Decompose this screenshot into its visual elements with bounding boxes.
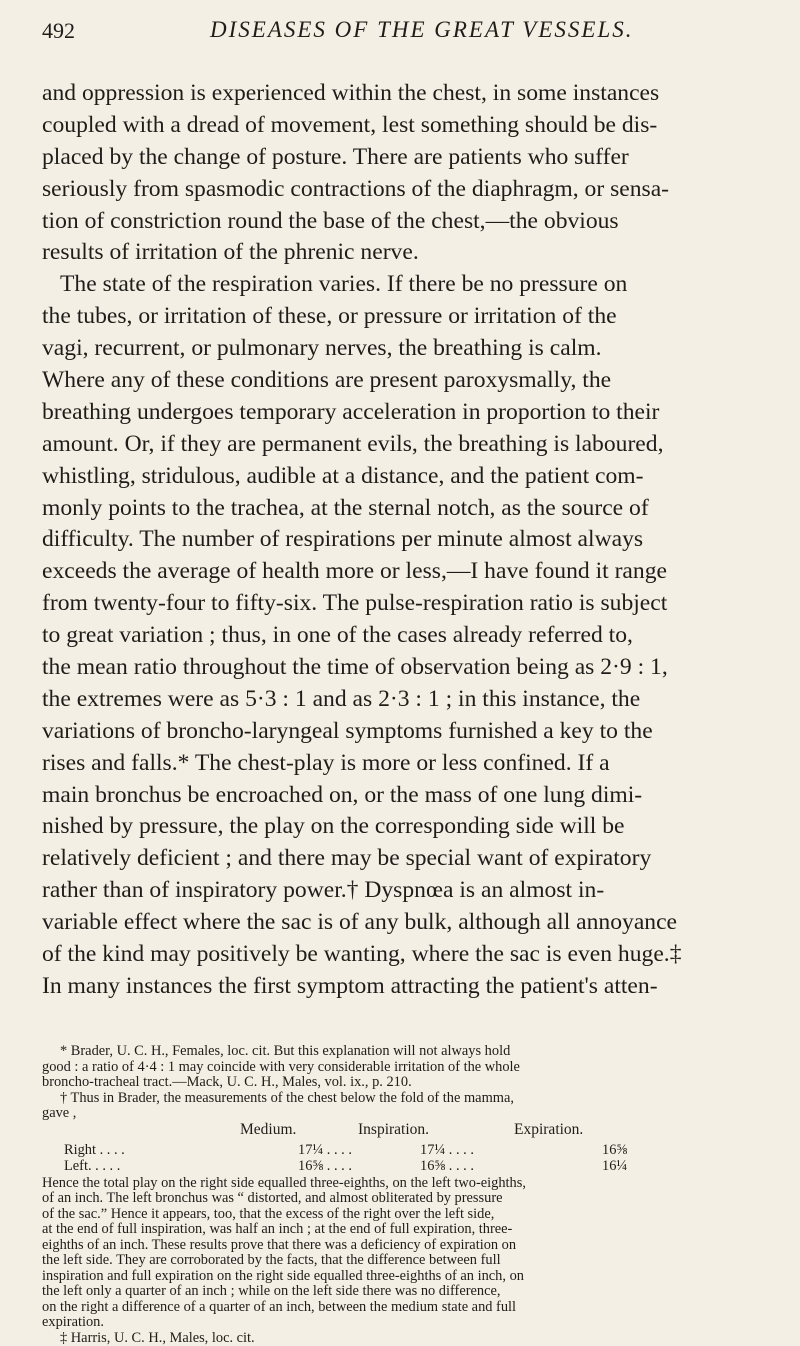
footnote-line: ‡ Harris, U. C. H., Males, loc. cit. <box>42 1331 742 1346</box>
footnote-line: of an inch. The left bronchus was “ distorted, and almost obliterated by pressure <box>42 1191 742 1207</box>
header-expiration: Expiration. <box>514 1122 583 1138</box>
header-medium: Medium. <box>240 1122 296 1138</box>
text-line: difficulty. The number of respirations per minute almost always <box>42 524 722 556</box>
text-line: rises and falls.* The chest-play is more or less confined. If a <box>42 748 722 780</box>
footnote-line: the left side. They are corroborated by the facts, that the difference between full <box>42 1253 742 1269</box>
text-line: main bronchus be encroached on, or the mass of one lung dimi- <box>42 780 722 812</box>
measurement-row-right <box>42 1143 742 1160</box>
footnote-line: † Thus in Brader, the measurements of the chest below the fold of the mamma, <box>42 1091 742 1107</box>
row-label: Left. . . . . <box>64 1159 120 1175</box>
footnote-line: Hence the total play on the right side equalled three-eighths, on the left two-eighths, <box>42 1176 742 1192</box>
page-number: 492 <box>42 18 75 44</box>
expiration-value: 16⅝ <box>602 1143 627 1159</box>
text-line: The state of the respiration varies. If there be no pressure on <box>42 269 722 301</box>
footnote-line: the left only a quarter of an inch ; while on the left side there was no difference, <box>42 1284 742 1300</box>
running-header <box>42 8 742 38</box>
footnote-line: at the end of full inspiration, was half an inch ; at the end of full expiration, three- <box>42 1222 742 1238</box>
text-line: breathing undergoes temporary acceleration in proportion to their <box>42 397 722 429</box>
text-line: to great variation ; thus, in one of the cases already referred to, <box>42 620 722 652</box>
inspiration-value: 17¼ . . . . <box>420 1143 474 1159</box>
measurement-row-left <box>42 1159 742 1176</box>
row-label: Right . . . . <box>64 1143 125 1159</box>
text-line: rather than of inspiratory power.† Dyspnœa is an almost in- <box>42 875 722 907</box>
inspiration-value: 16⅝ . . . . <box>420 1159 474 1175</box>
footnote-line: * Brader, U. C. H., Females, loc. cit. But this explanation will not always hold <box>42 1044 742 1060</box>
text-line: vagi, recurrent, or pulmonary nerves, the breathing is calm. <box>42 333 722 365</box>
text-line: the mean ratio throughout the time of observation being as 2·9 : 1, <box>42 652 722 684</box>
text-line: from twenty-four to fifty-six. The pulse-respiration ratio is subject <box>42 588 722 620</box>
footnote-line: inspiration and full expiration on the right side equalled three-eighths of an inch, on <box>42 1269 742 1285</box>
text-line: tion of constriction round the base of the chest,—the obvious <box>42 206 722 238</box>
text-line: variable effect where the sac is of any bulk, although all annoyance <box>42 907 722 939</box>
text-line: variations of broncho-laryngeal symptoms furnished a key to the <box>42 716 722 748</box>
footnote-line: on the right a difference of a quarter of an inch, between the medium state and full <box>42 1300 742 1316</box>
body-text <box>42 78 722 1003</box>
text-line: In many instances the first symptom attracting the patient's atten- <box>42 971 722 1003</box>
text-line: seriously from spasmodic contractions of the diaphragm, or sensa- <box>42 174 722 206</box>
medium-value: 17¼ . . . . <box>298 1143 352 1159</box>
footnote-line: expiration. <box>42 1315 742 1331</box>
footnote-line: broncho-tracheal tract.—Mack, U. C. H., Males, vol. ix., p. 210. <box>42 1075 742 1091</box>
medium-value: 16⅝ . . . . <box>298 1159 352 1175</box>
text-line: Where any of these conditions are present paroxysmally, the <box>42 365 722 397</box>
text-line: relatively deficient ; and there may be special want of expiratory <box>42 843 722 875</box>
text-line: whistling, stridulous, audible at a distance, and the patient com- <box>42 461 722 493</box>
text-line: the tubes, or irritation of these, or pressure or irritation of the <box>42 301 722 333</box>
text-line: the extremes were as 5·3 : 1 and as 2·3 : 1 ; in this instance, the <box>42 684 722 716</box>
text-line: results of irritation of the phrenic nerve. <box>42 237 722 269</box>
footnote-line: gave , <box>42 1106 742 1122</box>
footnote-line: of the sac.” Hence it appears, too, that the excess of the right over the left side, <box>42 1207 742 1223</box>
text-line: monly points to the trachea, at the sternal notch, as the source of <box>42 493 722 525</box>
text-line: nished by pressure, the play on the corresponding side will be <box>42 811 722 843</box>
footnotes <box>42 1044 742 1346</box>
text-line: exceeds the average of health more or less,—I have found it range <box>42 556 722 588</box>
measurement-table-header <box>42 1122 742 1143</box>
footnote-line: eighths of an inch. These results prove that there was a deficiency of expiration on <box>42 1238 742 1254</box>
text-line: of the kind may positively be wanting, where the sac is even huge.‡ <box>42 939 722 971</box>
expiration-value: 16¼ <box>602 1159 627 1175</box>
text-line: coupled with a dread of movement, lest something should be dis- <box>42 110 722 142</box>
running-title: DISEASES OF THE GREAT VESSELS. <box>210 17 634 43</box>
footnote-line: good : a ratio of 4·4 : 1 may coincide with very considerable irritation of the whole <box>42 1060 742 1076</box>
text-line: placed by the change of posture. There are patients who suffer <box>42 142 722 174</box>
header-inspiration: Inspiration. <box>358 1122 429 1138</box>
text-line: and oppression is experienced within the chest, in some instances <box>42 78 722 110</box>
text-line: amount. Or, if they are permanent evils, the breathing is laboured, <box>42 429 722 461</box>
